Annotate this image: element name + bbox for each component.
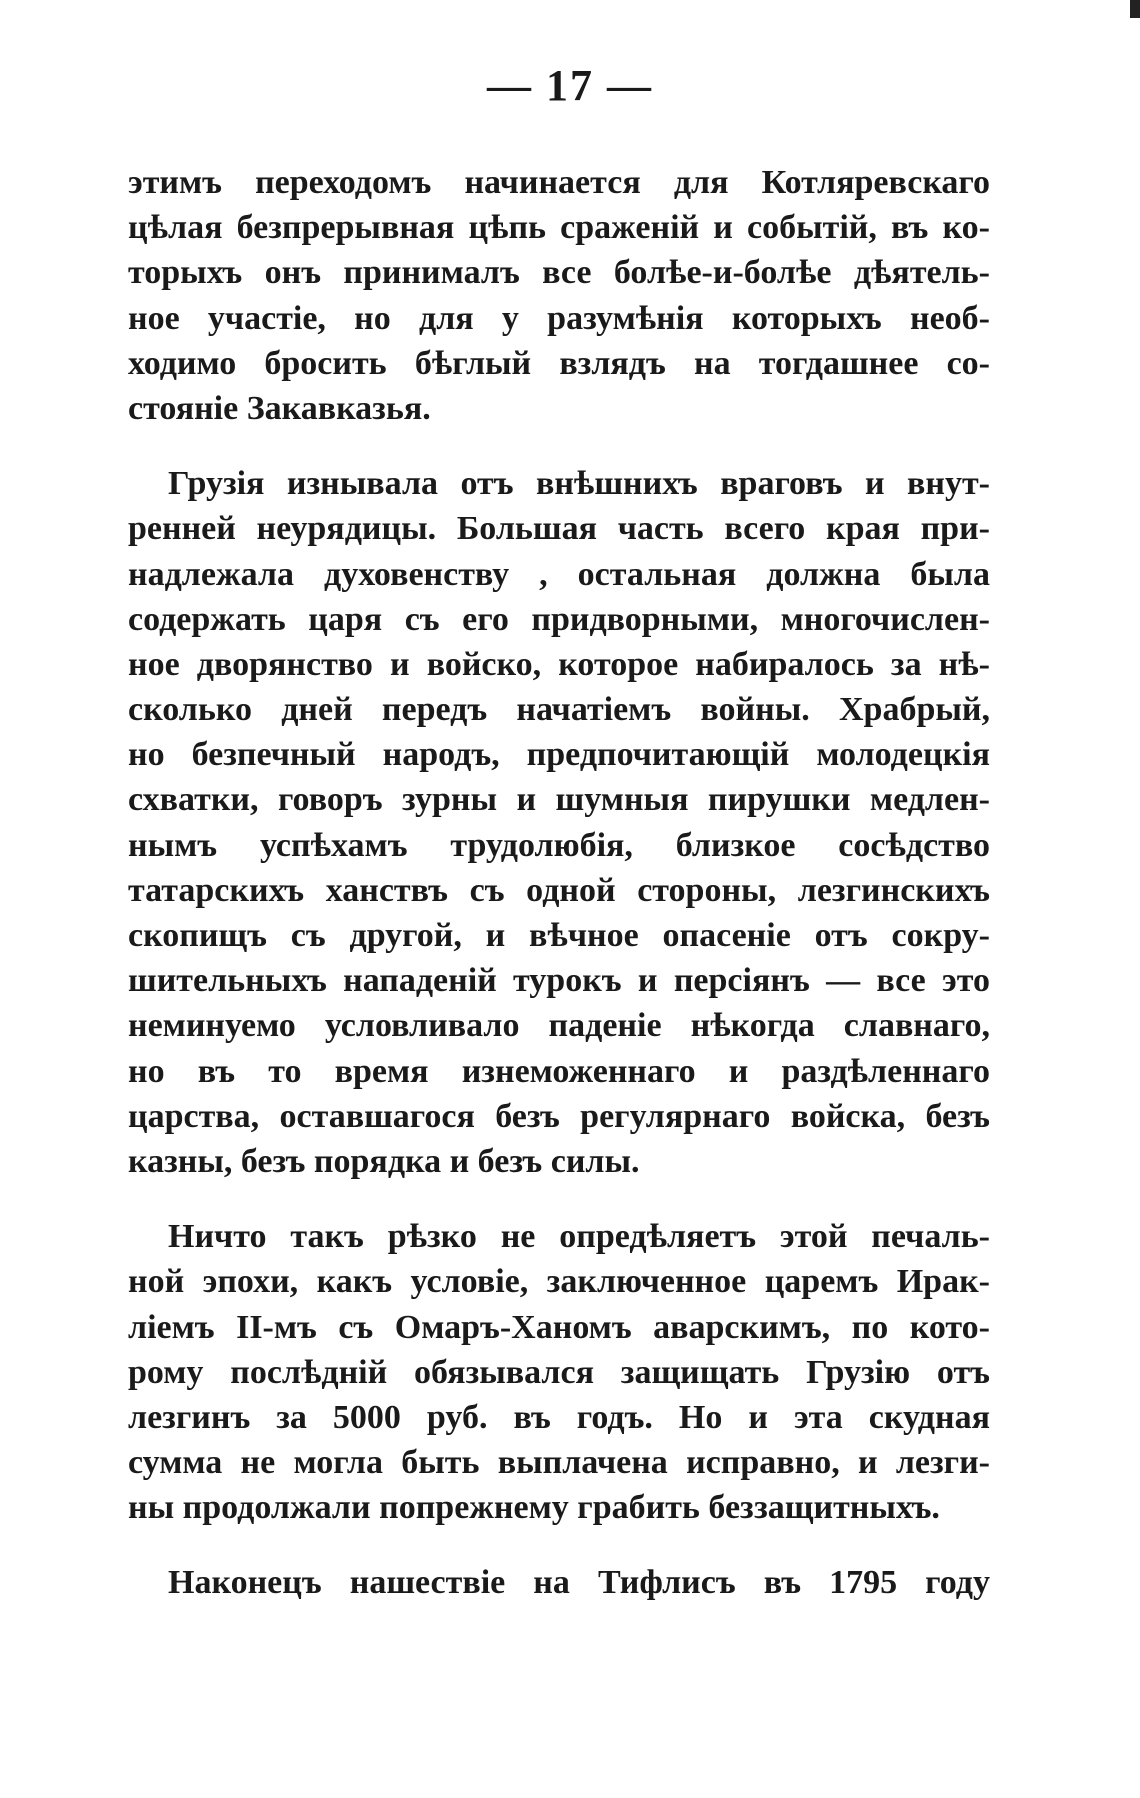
text-line: ной эпохи, какъ условіе, заключенное царемъ Ирак- <box>128 1263 990 1301</box>
text-line: ренней неурядицы. Большая часть всего края при- <box>128 510 990 548</box>
text-line: ны продолжали попрежнему грабить беззащитныхъ. <box>128 1489 940 1527</box>
page-number: — 17 — <box>487 61 653 110</box>
text-line: неминуемо условливало паденіе нѣкогда славнаго, <box>128 1007 990 1045</box>
text-line: цѣлая безпрерывная цѣпь сраженій и событій, въ ко- <box>128 209 990 247</box>
text-line: торыхъ онъ принималъ все болѣе-и-болѣе дѣятель- <box>128 254 990 292</box>
text-line: сколько дней передъ начатіемъ войны. Храбрый, <box>128 691 990 729</box>
text-line: содержать царя съ его придворными, многочислен- <box>128 600 990 638</box>
text-line: но въ то время изнеможеннаго и раздѣленнаго <box>128 1052 990 1090</box>
text-line: царства, оставшагося безъ регулярнаго войска, безъ <box>128 1097 990 1135</box>
text-line: скопищъ съ другой, и вѣчное опасеніе отъ сокру- <box>128 917 990 954</box>
text-line: татарскихъ ханствъ съ одной стороны, лезгинскихъ <box>128 871 990 909</box>
text-line: шительныхъ нападеній турокъ и персіянъ — все это <box>128 962 990 1000</box>
text-line: этимъ переходомъ начинается для Котляревскаго <box>128 164 990 201</box>
text-line: ліемъ II-мъ съ Омаръ-Ханомъ аварскимъ, по кото- <box>128 1308 990 1346</box>
text-line: нымъ успѣхамъ трудолюбія, близкое сосѣдство <box>128 826 990 864</box>
text-line: ное дворянство и войско, которое набиралось за нѣ- <box>128 645 990 683</box>
text-line: ходимо бросить бѣглый взлядъ на тогдашнее со- <box>128 344 990 382</box>
scan-edge-mark <box>1130 0 1140 18</box>
text-line: сумма не могла быть выплачена исправно, и лезги- <box>128 1444 990 1482</box>
text-line: Грузія изнывала отъ внѣшнихъ враговъ и внут- <box>168 465 990 503</box>
text-line: Наконецъ нашествіе на Тифлисъ въ 1795 году <box>168 1564 990 1602</box>
paragraph <box>128 461 990 1184</box>
text-line: надлежала духовенству , остальная должна была <box>128 555 990 593</box>
paragraph <box>128 160 990 431</box>
body-text <box>128 160 990 1636</box>
text-line: рому послѣдній обязывался защищать Грузію отъ <box>128 1353 990 1391</box>
text-line: но безпечный народъ, предпочитающій молодецкія <box>128 736 990 774</box>
paragraph <box>128 1560 990 1605</box>
text-line: схватки, говоръ зурны и шумныя пирушки медлен- <box>128 781 990 819</box>
paragraph <box>128 1214 990 1530</box>
text-line: Ничто такъ рѣзко не опредѣляетъ этой печаль- <box>168 1218 990 1256</box>
text-line: ное участіе, но для у разумѣнія которыхъ необ- <box>128 299 990 337</box>
text-line: казны, безъ порядка и безъ силы. <box>128 1142 640 1180</box>
text-line: лезгинъ за 5000 руб. въ годъ. Но и эта скудная <box>128 1398 990 1436</box>
text-line: стояніе Закавказья. <box>128 389 431 427</box>
